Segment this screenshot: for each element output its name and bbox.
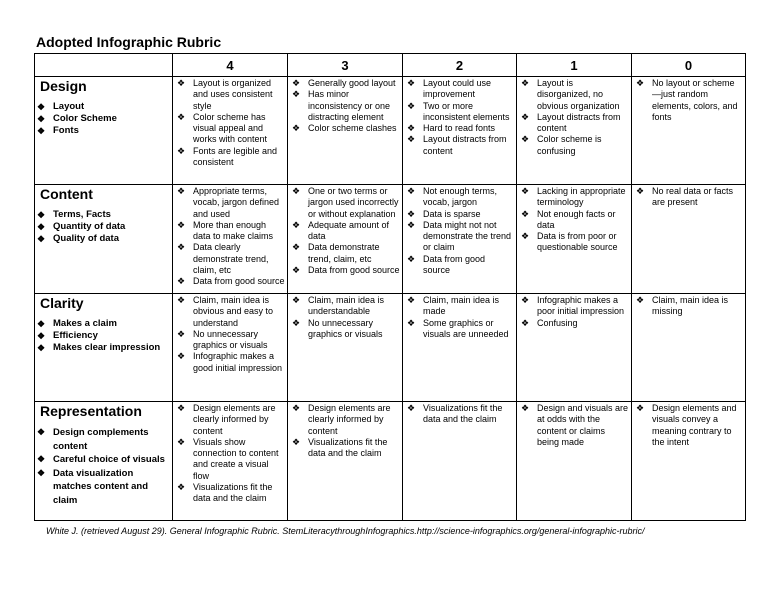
criterion-cell [35,402,173,521]
descriptor-text: Some graphics or visuals are unneeded [423,317,509,339]
descriptor-item [407,123,514,134]
descriptor-item [177,78,285,112]
diamond-bullet-icon: ❖ [292,186,301,196]
subpoint-text: Data visualization matches content and claim [53,467,149,506]
descriptor-text: Visualizations fit the data and the claim [423,403,503,425]
diamond-bullet-icon: ❖ [407,317,416,328]
diamond-bullet-icon: ❖ [407,100,416,111]
descriptor-list [288,402,402,459]
descriptor-item [521,186,629,209]
descriptor-item [292,186,400,220]
descriptor-text: Two or more inconsistent elements [423,100,510,122]
descriptor-item [177,276,285,287]
diamond-bullet-icon: ❖ [407,78,416,88]
descriptor-list [173,185,287,288]
diamond-bullet-icon: ❖ [292,403,301,413]
descriptor-item [292,242,400,265]
descriptor-text: Layout could use improvement [423,78,492,100]
diamond-bullet-icon: ❖ [37,319,46,329]
descriptor-list [288,77,402,134]
subpoint-text: Makes clear impression [53,342,161,353]
diamond-bullet-icon: ❖ [177,242,186,253]
subpoint-text: Efficiency [53,330,98,341]
descriptor-item [177,112,285,146]
criterion-subpoint [37,342,172,354]
descriptor-item [177,403,285,437]
diamond-bullet-icon: ❖ [37,467,46,478]
diamond-bullet-icon: ❖ [292,123,301,134]
score-4-cell [173,77,288,185]
diamond-bullet-icon: ❖ [37,343,46,353]
descriptor-text: Data from good source [308,265,400,276]
descriptor-list [173,402,287,505]
descriptor-text: Data demonstrate trend, claim, etc [308,242,380,264]
descriptor-text: No unnecessary graphics or visuals [193,328,268,351]
score-1-cell [517,185,632,294]
header-criterion [35,54,173,77]
header-score-2: 2 [403,54,517,77]
descriptor-item [292,403,400,437]
diamond-bullet-icon: ❖ [521,231,530,242]
descriptor-list [517,294,631,329]
diamond-bullet-icon: ❖ [37,126,46,136]
criterion-subpoints [37,209,172,245]
descriptor-text: No layout or scheme—just random elements, colors, and fonts [652,78,738,122]
subpoint-text: Layout [53,101,85,112]
diamond-bullet-icon: ❖ [292,436,301,447]
diamond-bullet-icon: ❖ [407,253,416,264]
header-score-4: 4 [173,54,288,77]
descriptor-text: Confusing [537,317,578,328]
diamond-bullet-icon: ❖ [636,186,645,196]
descriptor-list [632,294,745,318]
descriptor-text: Claim, main idea is understandable [308,295,385,317]
subpoint-text: Careful choice of visuals [53,454,165,465]
diamond-bullet-icon: ❖ [177,295,186,305]
descriptor-item [292,437,400,460]
descriptor-text: Design elements are clearly informed by content [193,403,276,436]
criterion-subpoints [37,426,172,507]
diamond-bullet-icon: ❖ [37,454,46,464]
descriptor-text: Color scheme is confusing [537,134,602,156]
diamond-bullet-icon: ❖ [37,331,46,341]
descriptor-item [521,318,629,329]
diamond-bullet-icon: ❖ [37,114,46,124]
diamond-bullet-icon: ❖ [407,186,416,196]
descriptor-item [636,403,743,448]
diamond-bullet-icon: ❖ [636,295,645,305]
descriptor-text: Claim, main idea is made [423,295,500,317]
diamond-bullet-icon: ❖ [37,102,46,112]
descriptor-text: Data is sparse [423,208,481,219]
descriptor-text: Design elements are clearly informed by content [308,403,391,436]
descriptor-text: Data from good source [193,276,285,287]
descriptor-item [292,78,400,89]
diamond-bullet-icon: ❖ [37,222,46,232]
descriptor-text: Claim, main idea is missing [652,295,729,317]
rubric-row-design [35,77,746,185]
score-0-cell [632,402,746,521]
descriptor-list [403,402,516,426]
descriptor-item [521,403,629,448]
descriptor-item [177,437,285,482]
descriptor-text: Visuals show connection to content and create a visual flow [193,436,279,481]
criterion-subpoint [37,426,172,453]
diamond-bullet-icon: ❖ [177,186,186,196]
descriptor-item [407,220,514,254]
subpoint-text: Quality of data [53,233,119,244]
diamond-bullet-icon: ❖ [521,403,530,413]
descriptor-text: Layout distracts from content [537,111,621,134]
descriptor-text: Data clearly demonstrate trend, claim, etc [193,242,269,276]
score-3-cell [288,77,403,185]
diamond-bullet-icon: ❖ [636,78,645,88]
descriptor-list [517,402,631,448]
diamond-bullet-icon: ❖ [407,219,416,230]
descriptor-text: Layout distracts from content [423,134,507,156]
diamond-bullet-icon: ❖ [292,265,301,276]
descriptor-item [177,482,285,505]
diamond-bullet-icon: ❖ [177,436,186,447]
descriptor-text: Adequate amount of data [308,219,390,242]
descriptor-item [521,112,629,135]
citation: White J. (retrieved August 29). General Infographic Rubric. StemLiteracythroughInfographics.http://science-infographics.org/general-infographic-rubric/ [46,526,645,536]
score-4-cell [173,185,288,294]
descriptor-item [521,134,629,157]
score-4-cell [173,294,288,402]
criterion-cell [35,294,173,402]
descriptor-text: Claim, main idea is obvious and easy to understand [193,295,274,328]
descriptor-list [517,185,631,254]
descriptor-item [292,318,400,341]
diamond-bullet-icon: ❖ [177,351,186,362]
score-1-cell [517,402,632,521]
score-4-cell [173,402,288,521]
descriptor-text: More than enough data to make claims [193,219,274,242]
criterion-cell [35,185,173,294]
diamond-bullet-icon: ❖ [37,210,46,220]
diamond-bullet-icon: ❖ [636,403,645,413]
descriptor-list [403,77,516,157]
descriptor-text: One or two terms or jargon used incorrectly or without explanation [308,186,399,219]
header-row [35,54,746,77]
criterion-subpoint [37,209,172,221]
diamond-bullet-icon: ❖ [292,89,301,100]
descriptor-list [632,402,745,448]
diamond-bullet-icon: ❖ [177,145,186,156]
score-2-cell [403,185,517,294]
descriptor-item [292,295,400,318]
descriptor-item [636,186,743,209]
descriptor-text: Infographic makes a good initial impression [193,351,283,373]
descriptor-text: Lacking in appropriate terminology [537,186,626,208]
score-2-cell [403,294,517,402]
descriptor-item [407,186,514,209]
diamond-bullet-icon: ❖ [37,427,46,437]
diamond-bullet-icon: ❖ [407,208,416,219]
descriptor-text: Hard to read fonts [423,123,496,134]
descriptor-item [521,231,629,254]
subpoint-text: Design complements content [53,427,149,452]
criterion-subpoint [37,101,172,113]
descriptor-item [407,318,514,341]
diamond-bullet-icon: ❖ [292,317,301,328]
descriptor-text: Data from good source [423,253,486,276]
score-3-cell [288,402,403,521]
descriptor-text: No real data or facts are present [652,186,734,208]
diamond-bullet-icon: ❖ [521,134,530,145]
descriptor-text: Generally good layout [308,78,396,88]
criterion-title: Representation [40,403,142,419]
descriptor-list [173,294,287,374]
diamond-bullet-icon: ❖ [521,111,530,122]
diamond-bullet-icon: ❖ [292,78,301,88]
criterion-subpoint [37,113,172,125]
descriptor-text: Not enough facts or data [537,208,616,230]
descriptor-text: Not enough terms, vocab, jargon [423,186,498,208]
descriptor-item [292,89,400,123]
criterion-title: Content [40,186,93,202]
diamond-bullet-icon: ❖ [177,403,186,413]
descriptor-list [517,77,631,157]
rubric-row-content [35,185,746,294]
descriptor-item [636,78,743,123]
criterion-cell [35,77,173,185]
diamond-bullet-icon: ❖ [177,111,186,122]
criterion-title: Clarity [40,295,84,311]
diamond-bullet-icon: ❖ [292,295,301,305]
score-3-cell [288,294,403,402]
descriptor-text: Appropriate terms, vocab, jargon defined and used [193,186,280,219]
descriptor-item [407,78,514,101]
descriptor-item [177,295,285,329]
descriptor-item [407,134,514,157]
score-0-cell [632,77,746,185]
descriptor-text: Fonts are legible and consistent [193,145,278,168]
descriptor-text: Color scheme has visual appeal and works with content [193,111,268,145]
subpoint-text: Terms, Facts [53,209,111,220]
descriptor-text: Color scheme clashes [308,123,397,134]
descriptor-item [177,351,285,374]
descriptor-item [177,146,285,169]
descriptor-item [177,242,285,276]
diamond-bullet-icon: ❖ [521,186,530,196]
descriptor-item [636,295,743,318]
document-title: Adopted Infographic Rubric [36,34,222,50]
diamond-bullet-icon: ❖ [177,328,186,339]
rubric-row-clarity [35,294,746,402]
descriptor-item [177,186,285,220]
subpoint-text: Fonts [53,125,79,136]
descriptor-item [407,209,514,220]
diamond-bullet-icon: ❖ [37,234,46,244]
descriptor-list [632,185,745,209]
score-2-cell [403,402,517,521]
descriptor-list [288,185,402,276]
rubric-table [34,53,746,521]
diamond-bullet-icon: ❖ [407,295,416,305]
descriptor-list [403,294,516,340]
descriptor-item [407,295,514,318]
criterion-subpoint [37,233,172,245]
diamond-bullet-icon: ❖ [177,276,186,287]
score-1-cell [517,294,632,402]
criterion-subpoint [37,453,172,467]
criterion-subpoints [37,318,172,354]
criterion-subpoint [37,330,172,342]
descriptor-list [632,77,745,123]
descriptor-list [403,185,516,276]
descriptor-item [292,220,400,243]
diamond-bullet-icon: ❖ [407,403,416,413]
diamond-bullet-icon: ❖ [177,78,186,88]
descriptor-list [173,77,287,168]
subpoint-text: Makes a claim [53,318,117,329]
diamond-bullet-icon: ❖ [521,295,530,305]
header-score-3: 3 [288,54,403,77]
diamond-bullet-icon: ❖ [407,134,416,145]
descriptor-list [288,294,402,340]
diamond-bullet-icon: ❖ [521,78,530,88]
diamond-bullet-icon: ❖ [177,219,186,230]
descriptor-text: Layout is disorganized, no obvious organization [537,78,620,111]
descriptor-item [177,329,285,352]
criterion-subpoints [37,101,172,137]
score-1-cell [517,77,632,185]
rubric-row-representation [35,402,746,521]
diamond-bullet-icon: ❖ [521,317,530,328]
diamond-bullet-icon: ❖ [407,123,416,134]
criterion-subpoint [37,125,172,137]
subpoint-text: Quantity of data [53,221,126,232]
criterion-title: Design [40,78,87,94]
descriptor-item [292,123,400,134]
score-0-cell [632,294,746,402]
diamond-bullet-icon: ❖ [521,208,530,219]
descriptor-text: No unnecessary graphics or visuals [308,317,383,339]
score-0-cell [632,185,746,294]
header-score-0: 0 [632,54,746,77]
descriptor-item [407,403,514,426]
descriptor-text: Design elements and visuals convey a meaning contrary to the intent [652,403,737,447]
diamond-bullet-icon: ❖ [292,242,301,253]
descriptor-item [521,209,629,232]
descriptor-text: Design and visuals are at odds with the content or claims being made [537,403,629,447]
descriptor-item [407,254,514,277]
descriptor-item [292,265,400,276]
descriptor-text: Layout is organized and uses consistent style [193,78,273,111]
score-2-cell [403,77,517,185]
descriptor-text: Visualizations fit the data and the claim [193,482,273,504]
descriptor-item [521,295,629,318]
score-3-cell [288,185,403,294]
descriptor-text: Data might not not demonstrate the trend or claim [423,219,512,253]
descriptor-item [407,101,514,124]
descriptor-item [521,78,629,112]
criterion-subpoint [37,318,172,330]
header-score-1: 1 [517,54,632,77]
descriptor-item [177,220,285,243]
descriptor-text: Data is from poor or questionable source [537,231,618,253]
diamond-bullet-icon: ❖ [177,482,186,493]
descriptor-text: Infographic makes a poor initial impression [537,295,625,317]
descriptor-text: Visualizations fit the data and the claim [308,436,388,459]
subpoint-text: Color Scheme [53,113,117,124]
criterion-subpoint [37,221,172,233]
criterion-subpoint [37,467,172,508]
diamond-bullet-icon: ❖ [292,219,301,230]
descriptor-text: Has minor inconsistency or one distracting element [308,89,391,122]
